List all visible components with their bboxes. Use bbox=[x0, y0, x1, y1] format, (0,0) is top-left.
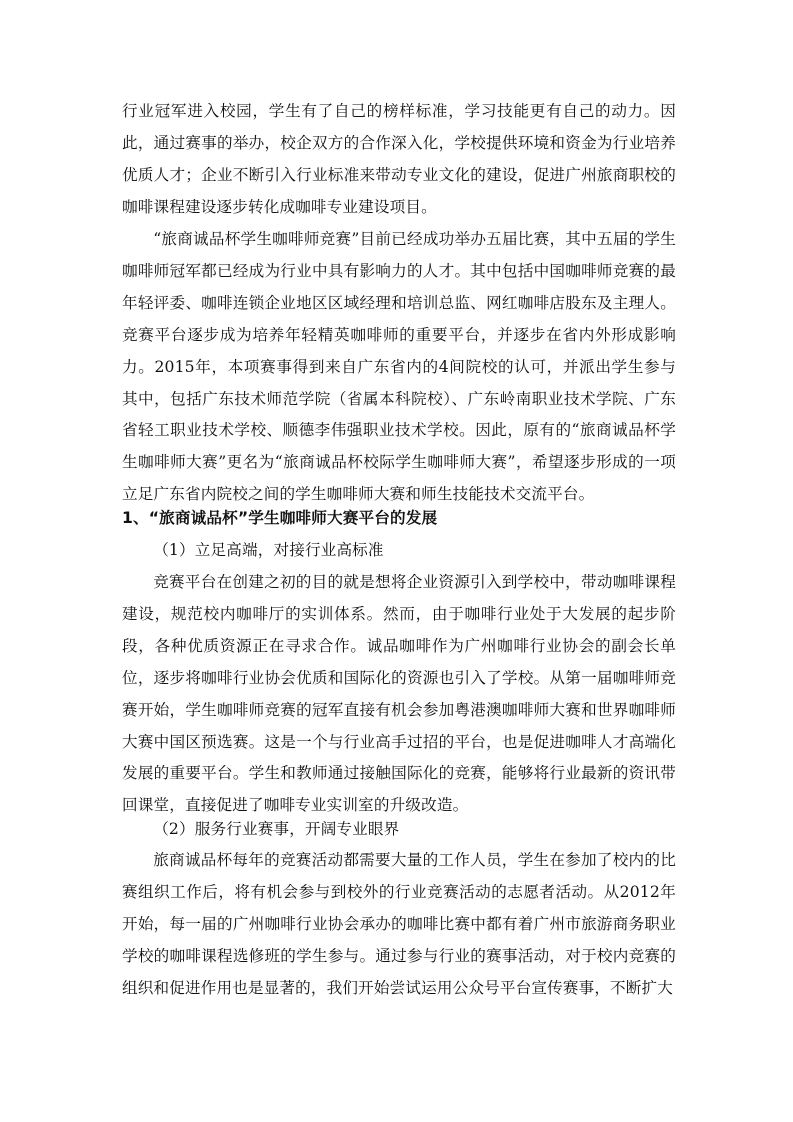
paragraph-high-standard: 竞赛平台在创建之初的目的就是想将企业资源引入到学校中，带动咖啡课程建设，规范校内咖啡厅的实训体系。然而，由于咖啡行业处于大发展的起步阶段，各种优质资源正在寻求合作。诚品咖啡作为广州咖啡行业协会的副会长单位，逐步将咖啡行业协会优质和国际化的资源也引入了学校。从第一届咖啡师竞赛开始，学生咖啡师竞赛的冠军直接有机会参加粤港澳咖啡师大赛和世界咖啡师大赛中国区预选赛。这是一个与行业高手过招的平台，也是促进咖啡人才高端化发展的重要平台。学生和教师通过接触国际化的竞赛，能够将行业最新的资讯带回课堂，直接促进了咖啡专业实训室的升级改造。 bbox=[122, 573, 676, 815]
paragraph-competition-history: “旅商诚品杯学生咖啡师竞赛”目前已经成功举办五届比赛，其中五届的学生咖啡师冠军都已经成为行业中具有影响力的人才。其中包括中国咖啡师竞赛的最年轻评委、咖啡连锁企业地区区域经理和培训总监、网红咖啡店股东及主理人。竞赛平台逐步成为培养年轻精英咖啡师的重要平台，并逐步在省内外形成影响力。2015年，本项赛事得到来自广东省内的4间院校的认可，并派出学生参与其中，包括广东技术师范学院（省属本科院校）、广东岭南职业技术学院、广东省轻工职业技术学校、顺德李伟强职业技术学校。因此，原有的“旅商诚品杯学生咖啡师大赛”更名为“旅商诚品杯校际学生咖啡师大赛”，希望逐步形成的一项立足广东省内院校之间的学生咖啡师大赛和师生技能技术交流平台。 bbox=[122, 230, 676, 504]
section-heading-platform-development: 1、“旅商诚品杯”学生咖啡师大赛平台的发展 bbox=[122, 509, 438, 527]
paragraph-industry-events: 旅商诚品杯每年的竞赛活动都需要大量的工作人员，学生在参加了校内的比赛组织工作后，将有机会参与到校外的行业竞赛活动的志愿者活动。从2012年开始，每一届的广州咖啡行业协会承办的咖啡比赛中都有着广州市旅游商务职业学校的咖啡课程选修班的学生参与。通过参与行业的赛事活动，对于校内竞赛的组织和促进作用也是显著的，我们开始尝试运用公众号平台宣传赛事，不断扩大 bbox=[122, 851, 676, 997]
subheading-high-standard: （1）立足高端，对接行业高标准 bbox=[153, 541, 384, 559]
subheading-industry-events: （2）服务行业赛事，开阔专业眼界 bbox=[153, 820, 400, 838]
paragraph-school-enterprise-cooperation: 行业冠军进入校园，学生有了自己的榜样标准，学习技能更有自己的动力。因此，通过赛事的举办，校企双方的合作深入化，学校提供环境和资金为行业培养优质人才；企业不断引入行业标准来带动专业文化的建设，促进广州旅商职校的咖啡课程建设逐步转化成咖啡专业建设项目。 bbox=[122, 102, 676, 216]
